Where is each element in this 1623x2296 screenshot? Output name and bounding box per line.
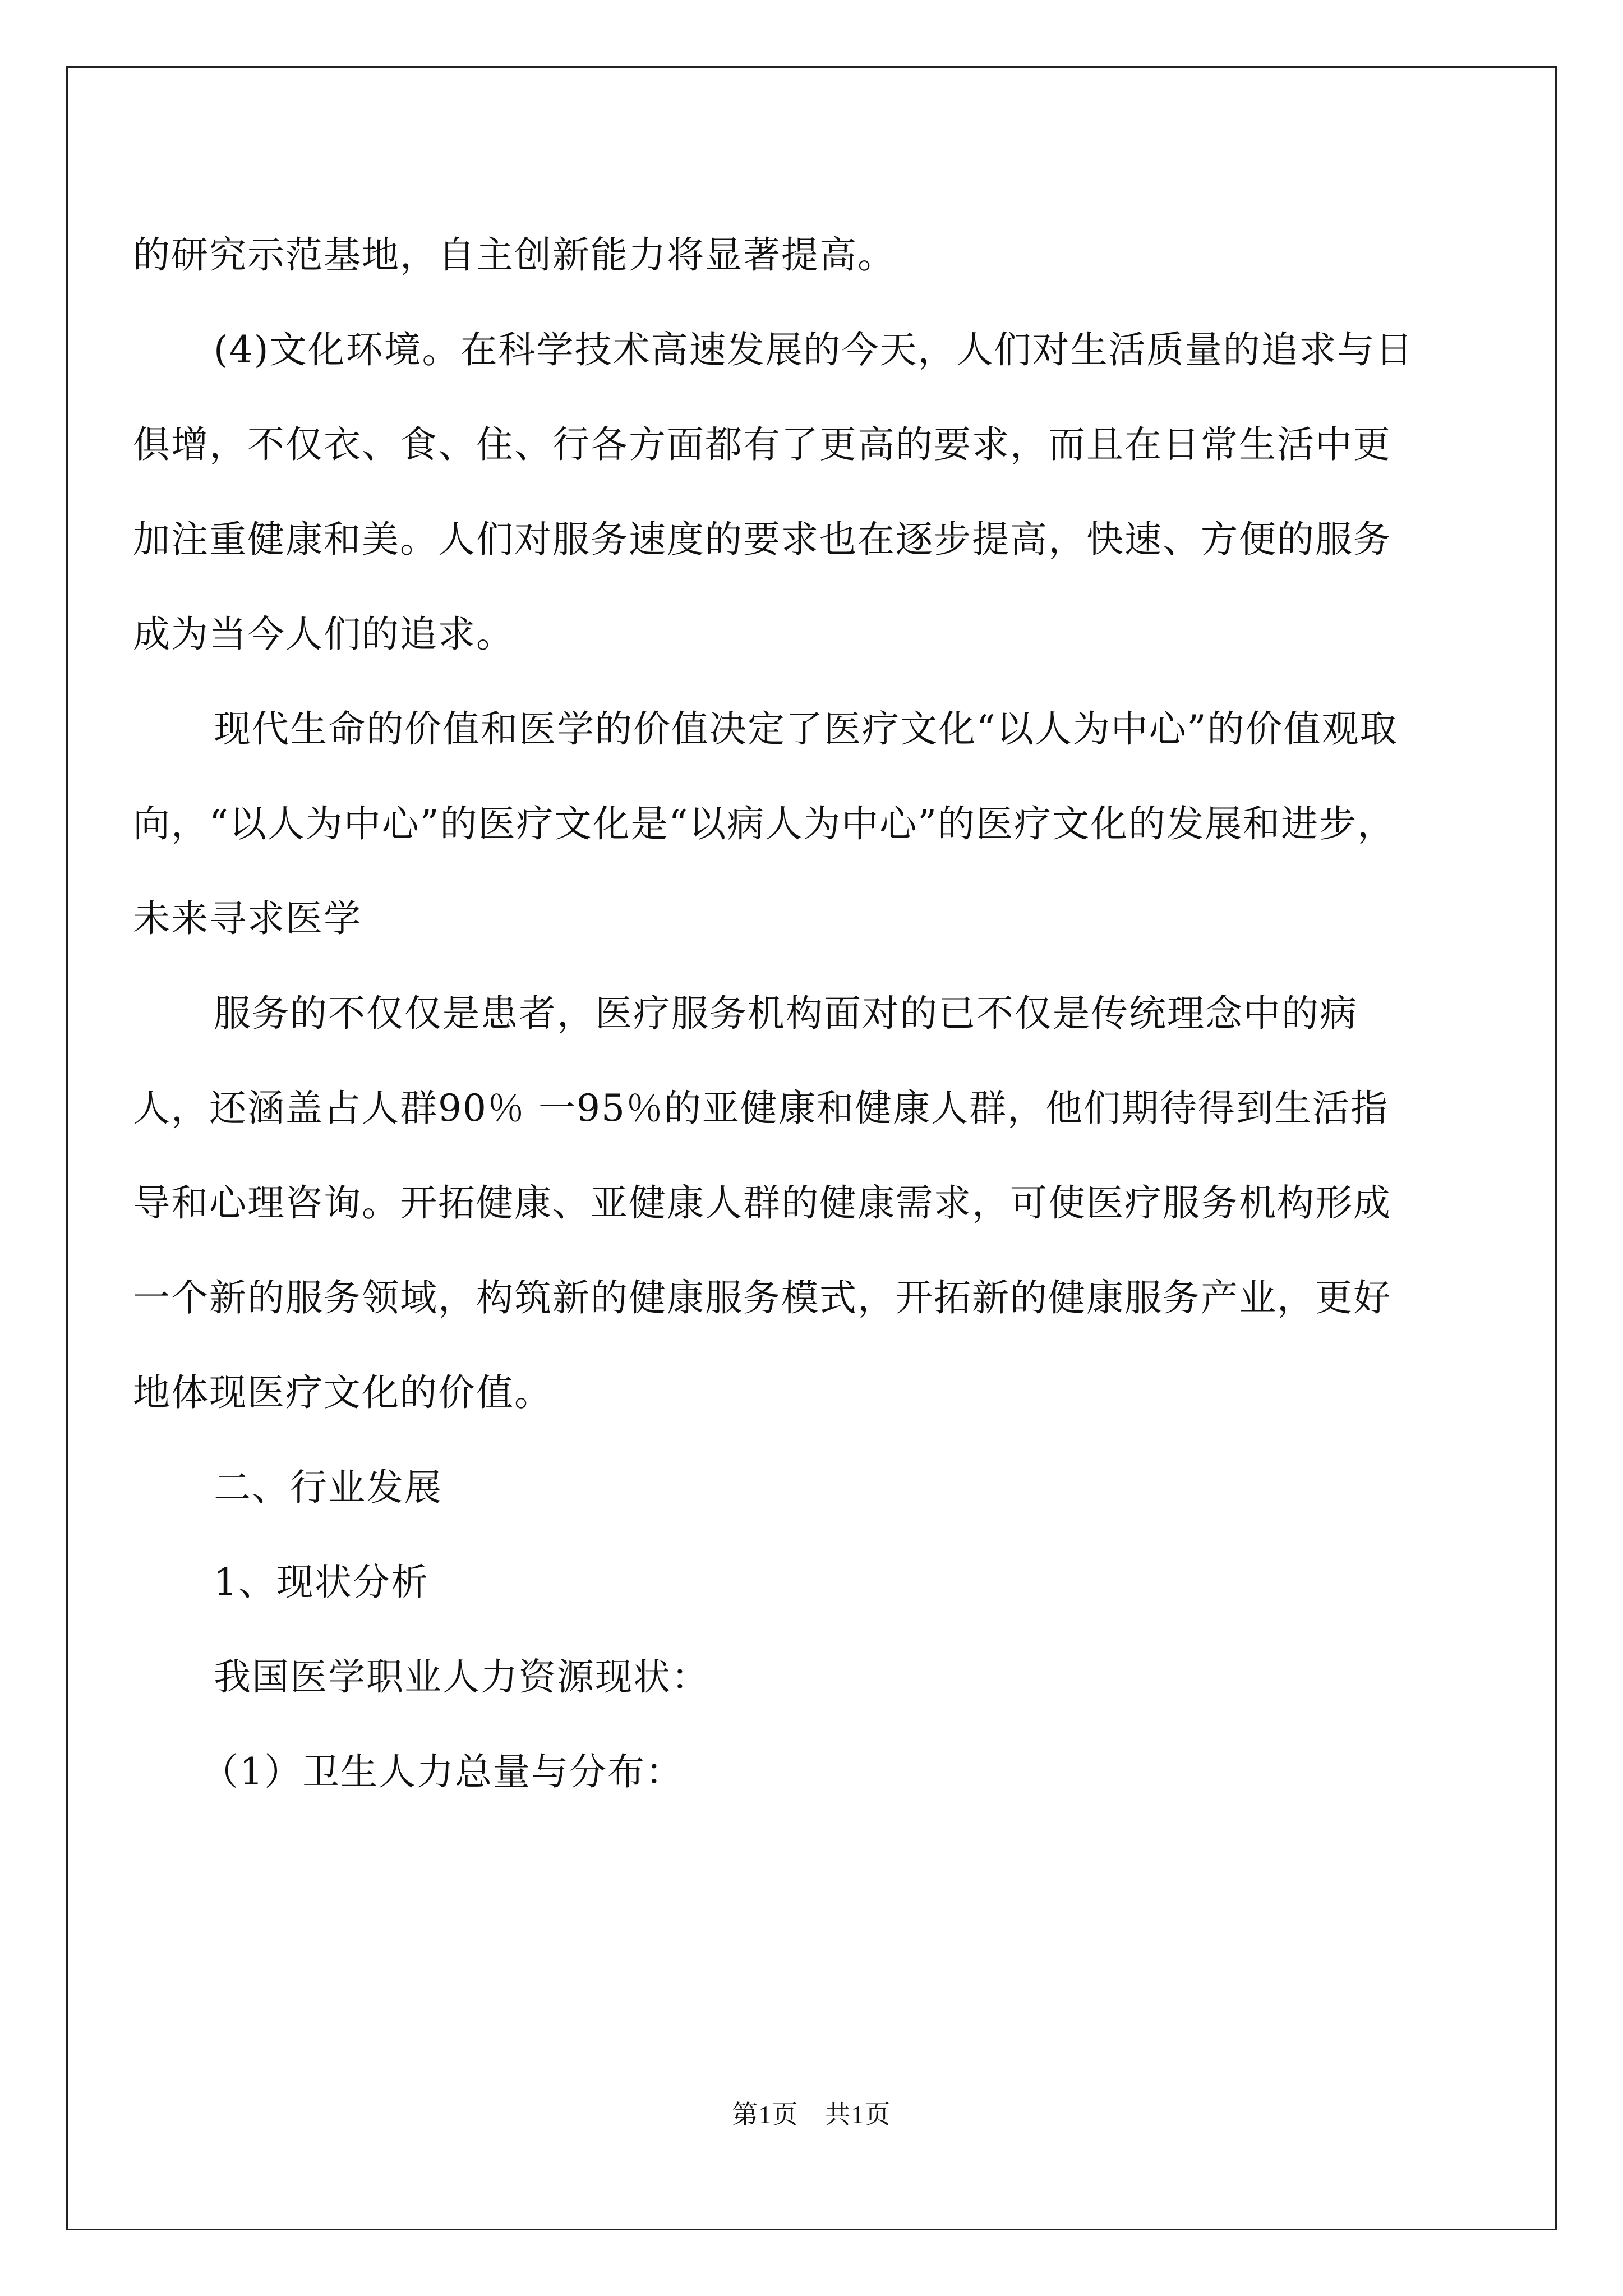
paragraph-hr-status: 我国医学职业人力资源现状： xyxy=(214,1655,709,1699)
document-body xyxy=(133,208,1426,1819)
subsection-heading-status-analysis: 1、现状分析 xyxy=(214,1561,429,1604)
section-heading-industry-development: 二、行业发展 xyxy=(214,1466,442,1509)
paragraph-medical-culture: 现代生命的价值和医学的价值决定了医疗文化“以人为中心”的价值观取向，“以人为中心”的医疗文化是“以病人为中心”的医疗文化的发展和进步，未来寻求医学 xyxy=(133,707,1398,940)
paragraph-cultural-environment: (4)文化环境。在科学技术高速发展的今天，人们对生活质量的追求与日俱增，不仅衣、食、住、行各方面都有了更高的要求，而且在日常生活中更加注重健康和美。人们对服务速度的要求也在逐步提高，快速、方便的服务成为当今人们的追求。 xyxy=(133,328,1414,656)
paragraph-health-services: 服务的不仅仅是患者，医疗服务机构面对的已不仅是传统理念中的病人，还涵盖占人群90％ 一95％的亚健康和健康人群，他们期待得到生活指导和心理咨询。开拓健康、亚健康人群的健康需求，可使医疗服务机构形成一个新的服务领域，构筑新的健康服务模式，开拓新的健康服务产业，更好地体现医疗文化的价值。 xyxy=(133,992,1391,1414)
page-footer: 第1页 共1页 xyxy=(732,2100,891,2129)
list-item-health-workforce: （1）卫生人力总量与分布： xyxy=(201,1750,684,1793)
paragraph-1: 的研究示范基地，自主创新能力将显著提高。 xyxy=(133,233,896,277)
